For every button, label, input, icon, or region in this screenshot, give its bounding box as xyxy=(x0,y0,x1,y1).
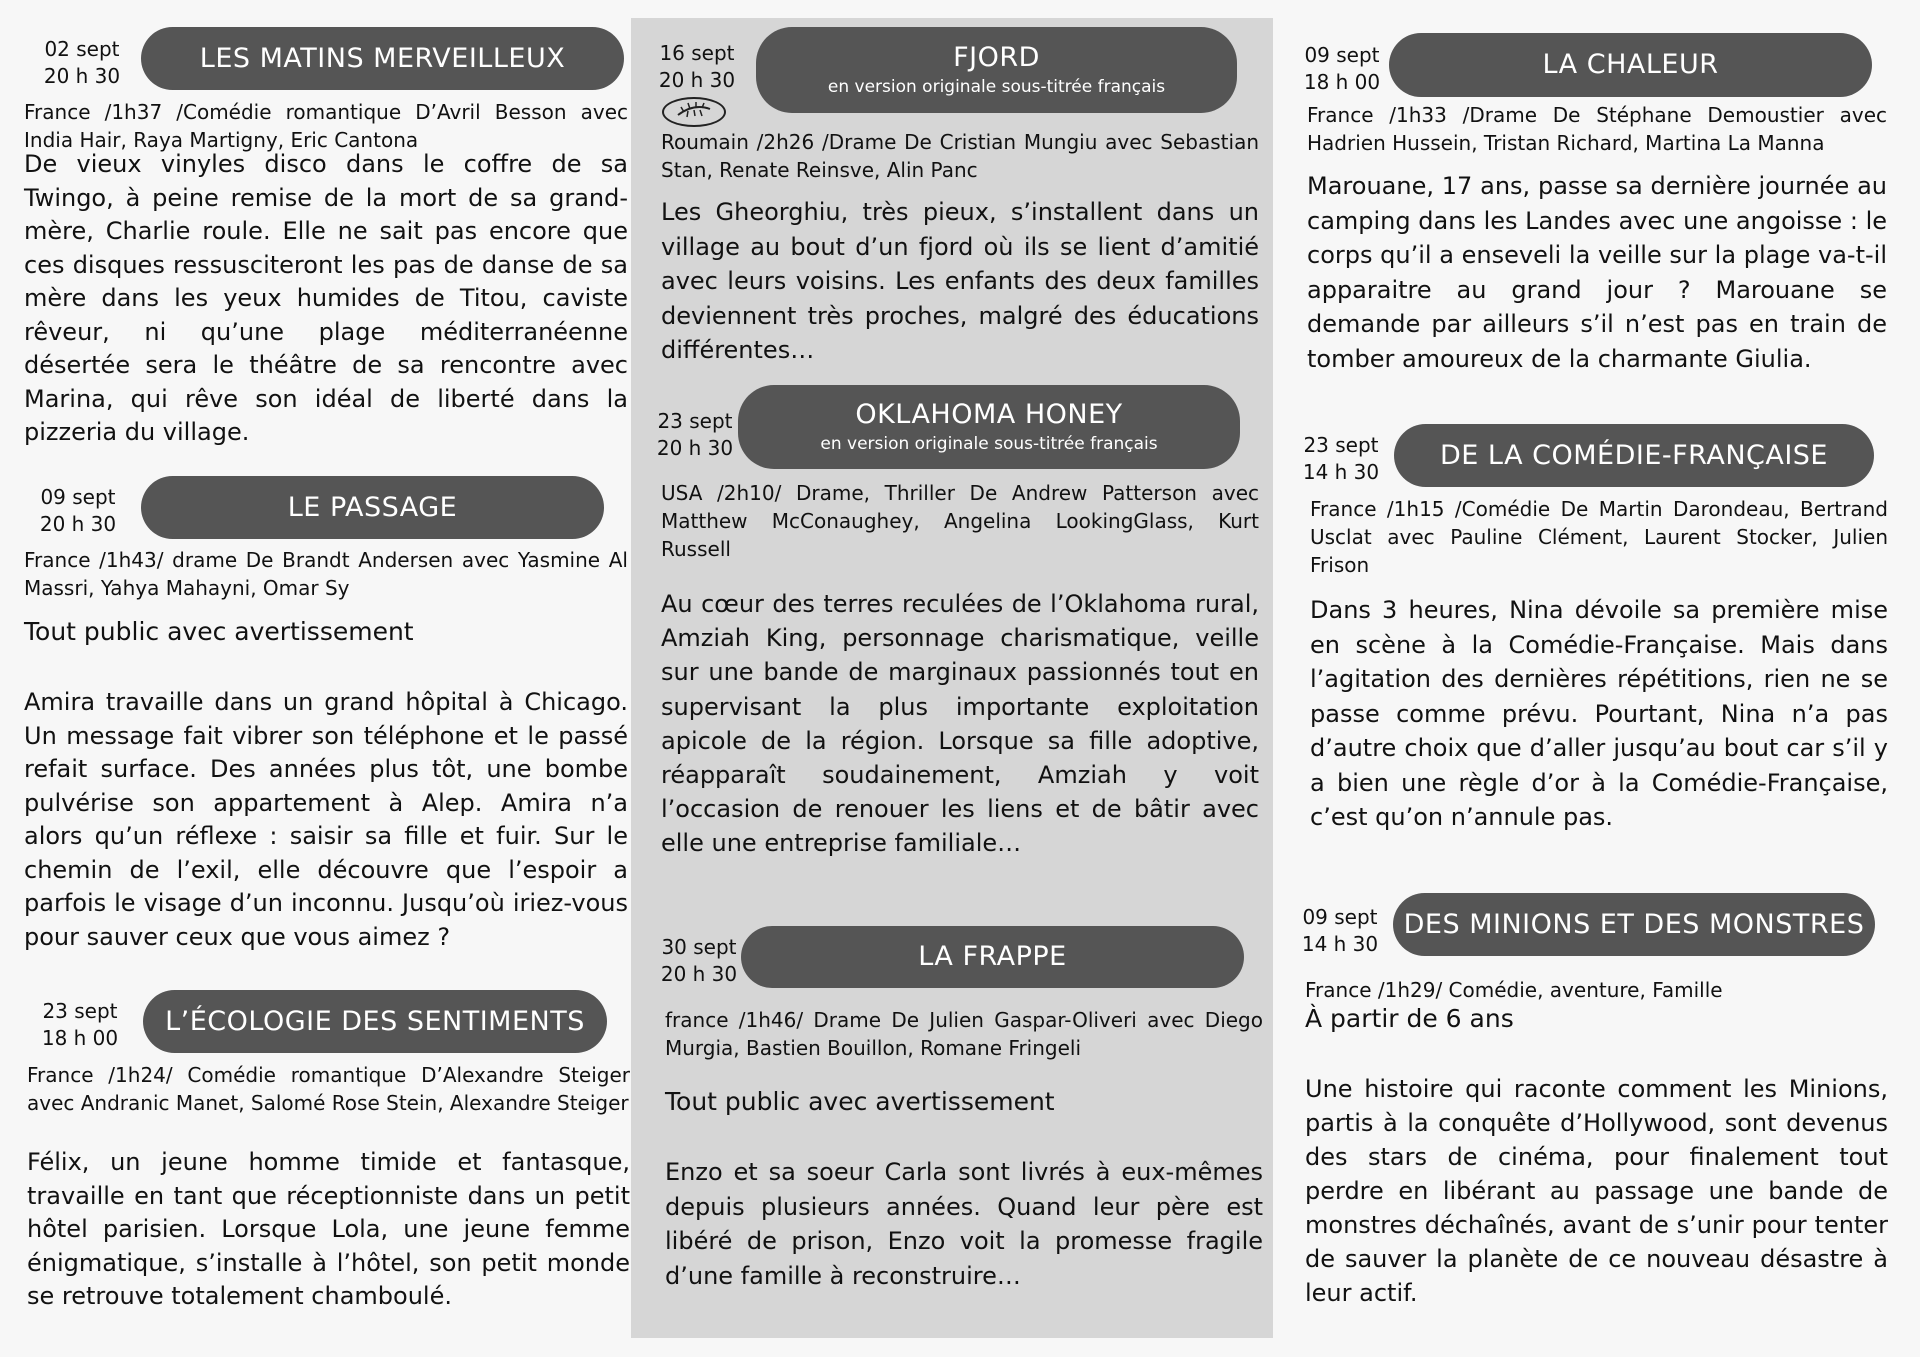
film-title: FJORD xyxy=(953,42,1040,73)
screening-time: 14 h 30 xyxy=(1301,932,1379,956)
screening-datetime xyxy=(1281,432,1401,486)
film-title-banner xyxy=(141,476,604,539)
screening-date: 23 sept xyxy=(42,999,118,1023)
film-title-banner xyxy=(1394,424,1874,487)
screening-datetime xyxy=(22,36,142,90)
screening-date: 23 sept xyxy=(1303,433,1379,457)
screening-date: 09 sept xyxy=(40,485,116,509)
film-title: LA CHALEUR xyxy=(1542,49,1719,80)
film-title-banner xyxy=(1393,893,1875,956)
screening-date: 30 sept xyxy=(661,935,737,959)
film-subtitle: en version originale sous-titrée français xyxy=(827,77,1166,97)
screening-date: 09 sept xyxy=(1302,905,1378,929)
screening-time: 20 h 30 xyxy=(658,68,736,92)
film-title-banner xyxy=(141,27,624,90)
screening-datetime xyxy=(1282,42,1402,96)
screening-datetime xyxy=(637,40,757,94)
film-description: Marouane, 17 ans, passe sa dernière journée au camping dans les Landes avec une angoisse : le corps qu’il a enseveli la veille sur la plage va-t-il apparaitre au grand jour ? Marouane se demande par ailleurs s’il n’est pas en train de tomber amoureux de la charmante Giulia. xyxy=(1307,172,1887,373)
palme-d-or-icon xyxy=(662,97,726,127)
film-title: DES MINIONS ET DES MONSTRES xyxy=(1403,908,1865,940)
screening-time: 20 h 30 xyxy=(660,962,738,986)
film-description: Une histoire qui raconte comment les Minions, partis à la conquête d’Hollywood, sont devenus des stars de cinéma, pour finalement tout perdre en libérant au passage une bande de monstres déchaînés, avant de s’unir pour tenter de sauver la planète de ce nouveau désastre à leur actif. xyxy=(1305,1075,1888,1307)
film-title: OKLAHOMA HONEY xyxy=(855,399,1123,430)
screening-date: 02 sept xyxy=(44,37,120,61)
screening-time: 20 h 30 xyxy=(39,512,117,536)
film-description: Félix, un jeune homme timide et fantasque, travaille en tant que réceptionniste dans un petit hôtel parisien. Lorsque Lola, une jeune femme énigmatique, s’installe à l’hôtel, son petit monde se retrouve totalement chamboulé. xyxy=(27,1148,630,1310)
film-description: De vieux vinyles disco dans le coffre de sa Twingo, à peine remise de la mort de sa grand-mère, Charlie roule. Elle ne sait pas encore que ces disques ressusciteront les pas de danse de sa mère dans les yeux humides de Titou, caviste rêveur, ni qu’une plage méditerranéenne désertée sera le théâtre de sa rencontre avec Marina, qui rêve son idéal de liberté dans la pizzeria du village. xyxy=(24,150,628,446)
film-title: LA FRAPPE xyxy=(918,941,1067,972)
screening-time: 20 h 30 xyxy=(656,436,734,460)
film-rating: Tout public avec avertissement xyxy=(665,1087,1055,1116)
screening-date: 09 sept xyxy=(1304,43,1380,67)
film-meta: France /1h29/ Comédie, aventure, Famille xyxy=(1305,978,1723,1002)
film-description: Au cœur des terres reculées de l’Oklahoma rural, Amziah King, personnage charismatique, veille sur une bande de marginaux passionnés tout en supervisant la plus importante exploitation apicole de la région. Lorsque sa fille adoptive, réapparaît soudainement, Amziah y voit l’occasion de renouer les liens et de bâtir avec elle une entreprise familiale… xyxy=(661,590,1259,858)
screening-time: 20 h 30 xyxy=(43,64,121,88)
film-rating: À partir de 6 ans xyxy=(1305,1004,1514,1033)
screening-time: 18 h 00 xyxy=(41,1026,119,1050)
film-meta: France /1h33 /Drame De Stéphane Demoustier avec Hadrien Hussein, Tristan Richard, Martina La Manna xyxy=(1307,103,1887,155)
screening-datetime xyxy=(1280,904,1400,958)
film-meta: France /1h37 /Comédie romantique D’Avril Besson avec India Hair, Raya Martigny, Eric Cantona xyxy=(24,100,628,152)
film-description: Enzo et sa soeur Carla sont livrés à eux-mêmes depuis plusieurs années. Quand leur père est libéré de prison, Enzo voit la promesse fragile d’une famille à reconstruire… xyxy=(665,1158,1263,1290)
film-title-banner xyxy=(741,926,1244,988)
film-meta: France /1h15 /Comédie De Martin Darondeau, Bertrand Usclat avec Pauline Clément, Laurent Stocker, Julien Frison xyxy=(1310,497,1888,577)
film-title: L’ÉCOLOGIE DES SENTIMENTS xyxy=(165,1005,585,1037)
screening-datetime xyxy=(18,484,138,538)
screening-time: 18 h 00 xyxy=(1303,70,1381,94)
film-title: DE LA COMÉDIE-FRANÇAISE xyxy=(1439,439,1828,471)
film-title: LE PASSAGE xyxy=(287,491,458,523)
film-title-banner xyxy=(143,990,607,1053)
film-meta: USA /2h10/ Drame, Thriller De Andrew Patterson avec Matthew McConaughey, Angelina LookingGlass, Kurt Russell xyxy=(661,481,1259,561)
film-description: Dans 3 heures, Nina dévoile sa première mise en scène à la Comédie-Française. Mais dans l’agitation des dernières répétitions, rien ne se passe comme prévu. Pourtant, Nina n’a pas d’autre choix que d’aller jusqu’au bout car s’il y a bien une règle d’or à la Comédie-Française, c’est qu’on n’annule pas. xyxy=(1310,596,1888,831)
film-title-banner xyxy=(738,385,1240,469)
film-meta: France /1h43/ drame De Brandt Andersen avec Yasmine Al Massri, Yahya Mahayni, Omar Sy xyxy=(24,548,628,600)
film-title-banner xyxy=(756,27,1237,113)
screening-date: 16 sept xyxy=(659,41,735,65)
film-meta: france /1h46/ Drame De Julien Gaspar-Oliveri avec Diego Murgia, Bastien Bouillon, Romane Fringeli xyxy=(665,1008,1263,1060)
screening-datetime xyxy=(635,408,755,462)
film-title-banner xyxy=(1389,33,1872,97)
screening-datetime xyxy=(20,998,140,1052)
film-rating: Tout public avec avertissement xyxy=(24,617,414,646)
film-meta: Roumain /2h26 /Drame De Cristian Mungiu avec Sebastian Stan, Renate Reinsve, Alin Panc xyxy=(661,130,1259,182)
film-title: LES MATINS MERVEILLEUX xyxy=(199,42,566,74)
screening-time: 14 h 30 xyxy=(1302,460,1380,484)
film-description: Amira travaille dans un grand hôpital à Chicago. Un message fait vibrer son téléphone et le passé refait surface. Des années plus tôt, une bombe pulvérise son appartement à Alep. Amira n’a alors qu’un réflexe : saisir sa fille et fuir. Sur le chemin de l’exil, elle découvre que l’espoir a parfois le visage d’un inconnu. Jusqu’où iriez-vous pour sauver ceux que vous aimez ? xyxy=(24,688,628,951)
film-meta: France /1h24/ Comédie romantique D’Alexandre Steiger avec Andranic Manet, Salomé Rose Stein, Alexandre Steiger xyxy=(27,1063,630,1115)
film-description: Les Gheorghiu, très pieux, s’installent dans un village au bout d’un fjord où ils se lient d’amitié avec leurs voisins. Les enfants des deux familles deviennent très proches, malgré des éducations différentes… xyxy=(661,198,1259,364)
screening-date: 23 sept xyxy=(657,409,733,433)
film-subtitle: en version originale sous-titrée français xyxy=(820,434,1158,454)
